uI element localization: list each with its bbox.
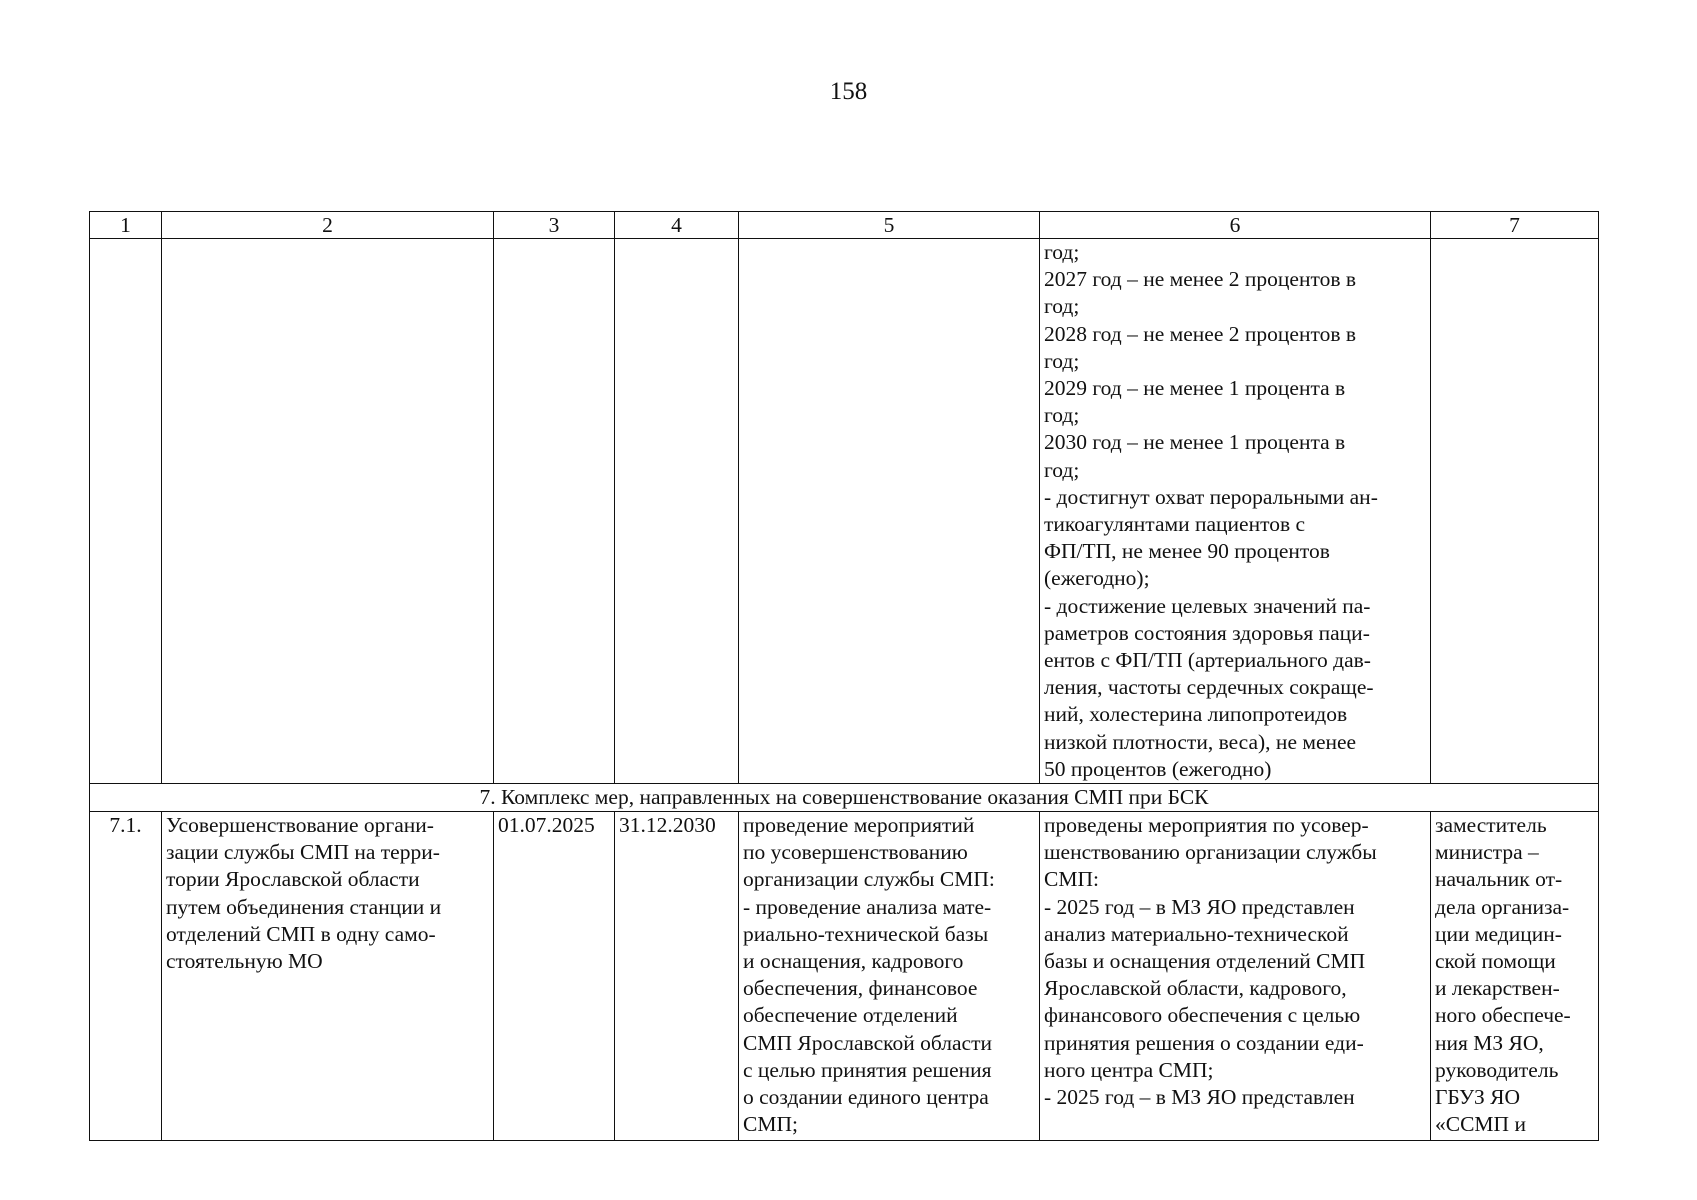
result-line: базы и оснащения отделений СМП [1044, 949, 1366, 974]
responsible-cell [1431, 812, 1599, 1141]
responsible-line: «ССМП и [1435, 1112, 1526, 1137]
responsible-line: министра – [1435, 840, 1539, 865]
result-line: шенствованию организации службы [1044, 840, 1377, 865]
cont-cell-1 [90, 239, 162, 784]
responsible-line: ГБУЗ ЯО [1435, 1085, 1520, 1110]
cont-result-line: 2027 год – не менее 2 процентов в [1044, 267, 1356, 292]
column-number-5: 5 [739, 212, 1040, 239]
responsible-line: руководитель [1435, 1057, 1559, 1082]
measures-line: и оснащения, кадрового [743, 949, 964, 974]
result-line: - 2025 год – в МЗ ЯО представлен [1044, 1085, 1355, 1110]
cont-cell-5 [739, 239, 1040, 784]
measure-name-line: тории Ярославской области [166, 867, 420, 892]
measures-line: риально-технической базы [743, 921, 989, 946]
page-number: 158 [829, 78, 868, 105]
column-number-3: 3 [494, 212, 615, 239]
measures-line: организации службы СМП: [743, 867, 995, 892]
measures-line: - проведение анализа мате- [743, 894, 992, 919]
cont-result-line: тикоагулянтами пациентов с [1044, 512, 1306, 537]
result-line: СМП: [1044, 867, 1099, 892]
cont-result-line: 2030 год – не менее 1 процента в [1044, 430, 1346, 455]
cont-result-line: низкой плотности, веса), не менее [1044, 729, 1357, 754]
column-number-1: 1 [90, 212, 162, 239]
measure-name-line: стоятельную МО [166, 949, 323, 974]
cont-result-line: год; [1044, 403, 1080, 428]
column-number-2: 2 [162, 212, 494, 239]
cont-result-line: раметров состояния здоровья паци- [1044, 620, 1370, 645]
cont-result-line: ентов с ФП/ТП (артериального дав- [1044, 648, 1371, 673]
result-line: финансового обеспечения с целью [1044, 1003, 1361, 1028]
measures-line: обеспечение отделений [743, 1003, 958, 1028]
measure-name-line: путем объединения станции и [166, 894, 442, 919]
result-line: Ярославской области, кадрового, [1044, 976, 1347, 1001]
cont-result-line: год; [1044, 348, 1080, 373]
cont-cell-7 [1431, 239, 1599, 784]
section-row [90, 784, 1599, 812]
result-line: ного центра СМП; [1044, 1057, 1214, 1082]
cont-result-line: (ежегодно); [1044, 566, 1150, 591]
measures-line: по усовершенствованию [743, 840, 968, 865]
column-number-row [90, 212, 1599, 239]
cont-result-line: ления, частоты сердечных сокраще- [1044, 675, 1374, 700]
measures-line: СМП Ярославской области [743, 1030, 992, 1055]
column-number-6: 6 [1040, 212, 1431, 239]
cont-cell-3 [494, 239, 615, 784]
results-cell [1040, 812, 1431, 1141]
result-line: - 2025 год – в МЗ ЯО представлен [1044, 894, 1355, 919]
measures-line: о создании единого центра [743, 1085, 989, 1110]
cont-result-line: год; [1044, 294, 1080, 319]
start-date: 01.07.2025 [494, 812, 615, 1141]
cont-cell-2 [162, 239, 494, 784]
responsible-line: ного обеспече- [1435, 1003, 1571, 1028]
responsible-line: начальник от- [1435, 867, 1563, 892]
measure-name-line: Усовершенствование органи- [166, 813, 434, 838]
measures-line: СМП; [743, 1112, 798, 1137]
measures-line: обеспечения, финансовое [743, 976, 978, 1001]
cont-result-line: - достигнут охват пероральными ан- [1044, 484, 1378, 509]
cont-result-line: год; [1044, 457, 1080, 482]
result-line: проведены мероприятия по усовер- [1044, 813, 1369, 838]
cont-result-line: год; [1044, 240, 1080, 264]
cont-result-line: 2028 год – не менее 2 процентов в [1044, 321, 1356, 346]
result-line: анализ материально-технической [1044, 921, 1349, 946]
column-number-7: 7 [1431, 212, 1599, 239]
result-line: принятия решения о создании еди- [1044, 1030, 1364, 1055]
cont-result-line: ФП/ТП, не менее 90 процентов [1044, 539, 1330, 564]
responsible-line: ции медицин- [1435, 921, 1562, 946]
measures-table [89, 211, 1599, 1141]
cont-results-cell [1040, 239, 1431, 784]
responsible-line: ния МЗ ЯО, [1435, 1030, 1544, 1055]
measure-name-line: отделений СМП в одну само- [166, 921, 436, 946]
measures-line: проведение мероприятий [743, 813, 975, 838]
measures-cell [739, 812, 1040, 1141]
measure-name-cell [162, 812, 494, 1141]
table-row-7-1 [90, 812, 1599, 1141]
column-number-4: 4 [615, 212, 739, 239]
cont-cell-4 [615, 239, 739, 784]
responsible-line: и лекарствен- [1435, 976, 1560, 1001]
cont-result-line: 2029 год – не менее 1 процента в [1044, 376, 1346, 401]
responsible-line: дела организа- [1435, 894, 1570, 919]
continuation-row [90, 239, 1599, 784]
responsible-line: ской помощи [1435, 949, 1556, 974]
measure-name-line: зации службы СМП на терри- [166, 840, 440, 865]
end-date: 31.12.2030 [615, 812, 739, 1141]
responsible-line: заместитель [1435, 813, 1547, 838]
cont-result-line: ний, холестерина липопротеидов [1044, 702, 1348, 727]
cont-result-line: 50 процентов (ежегодно) [1044, 756, 1272, 781]
row-number: 7.1. [90, 812, 162, 1141]
section-title: 7. Комплекс мер, направленных на совершенствование оказания СМП при БСК [90, 784, 1599, 812]
measures-line: с целью принятия решения [743, 1057, 992, 1082]
cont-result-line: - достижение целевых значений па- [1044, 593, 1371, 618]
